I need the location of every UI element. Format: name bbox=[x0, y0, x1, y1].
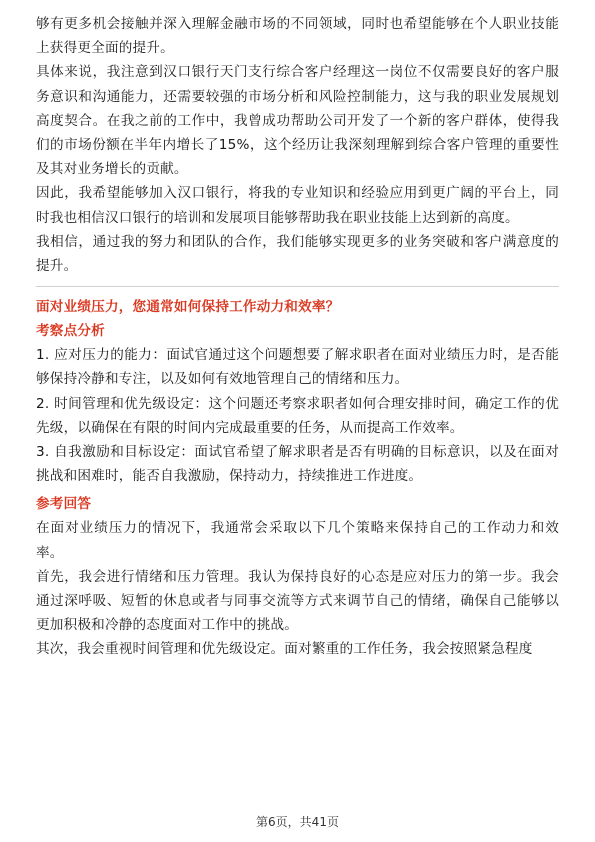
intro-paragraph-3: 因此，我希望能够加入汉口银行，将我的专业知识和经验应用到更广阔的平台上，同时我也相信汉口银行的培训和发展项目能够帮助我在职业技能上达到新的高度。 bbox=[36, 185, 559, 226]
question-title: 面对业绩压力，您通常如何保持工作动力和效率？ bbox=[36, 299, 340, 316]
answer-heading: 参考回答 bbox=[36, 496, 92, 513]
intro-paragraph-1: 够有更多机会接触并深入理解金融市场的不同领域，同时也希望能够在个人职业技能上获得更全面的提升。 bbox=[36, 16, 559, 57]
analysis-item-1: 1. 应对压力的能力：面试官通过这个问题想要了解求职者在面对业绩压力时，是否能够保持冷静和专注，以及如何有效地管理自己的情绪和压力。 bbox=[36, 347, 559, 388]
intro-paragraph-4: 我相信，通过我的努力和团队的合作，我们能够实现更多的业务突破和客户满意度的提升。 bbox=[36, 233, 559, 275]
answer-paragraph-3: 其次，我会重视时间管理和优先级设定。面对繁重的工作任务，我会按照紧急程度 bbox=[36, 641, 533, 658]
document-page bbox=[36, 12, 559, 662]
analysis-heading: 考察点分析 bbox=[36, 323, 105, 340]
section-divider bbox=[36, 286, 559, 287]
analysis-item-3: 3. 自我激励和目标设定：面试官希望了解求职者是否有明确的目标意识，以及在面对挑战和困难时，能否自我激励，保持动力，持续推进工作进度。 bbox=[36, 444, 559, 485]
intro-paragraph-2: 具体来说，我注意到汉口银行天门支行综合客户经理这一岗位不仅需要良好的客户服务意识和沟通能力，还需要较强的市场分析和风险控制能力，这与我的职业发展规划高度契合。在我之前的工作中，我曾成功帮助公司开发了一个新的客户群体，使得我们的市场份额在半年内增长了15%，这个经历让我深刻理解到综合客户管理的重要性及其对业务增长的贡献。 bbox=[36, 64, 559, 178]
analysis-item-2: 2. 时间管理和优先级设定：这个问题还考察求职者如何合理安排时间，确定工作的优先级，以确保在有限的时间内完成最重要的任务，从而提高工作效率。 bbox=[36, 395, 559, 436]
answer-paragraph-1: 在面对业绩压力的情况下，我通常会采取以下几个策略来保持自己的工作动力和效率。 bbox=[36, 520, 559, 561]
page-number: 第6页，共41页 bbox=[256, 815, 339, 829]
answer-paragraph-2: 首先，我会进行情绪和压力管理。我认为保持良好的心态是应对压力的第一步。我会通过深呼吸、短暂的休息或者与同事交流等方式来调节自己的情绪，确保自己能够以更加积极和冷静的态度面对工作中的挑战。 bbox=[36, 568, 559, 634]
